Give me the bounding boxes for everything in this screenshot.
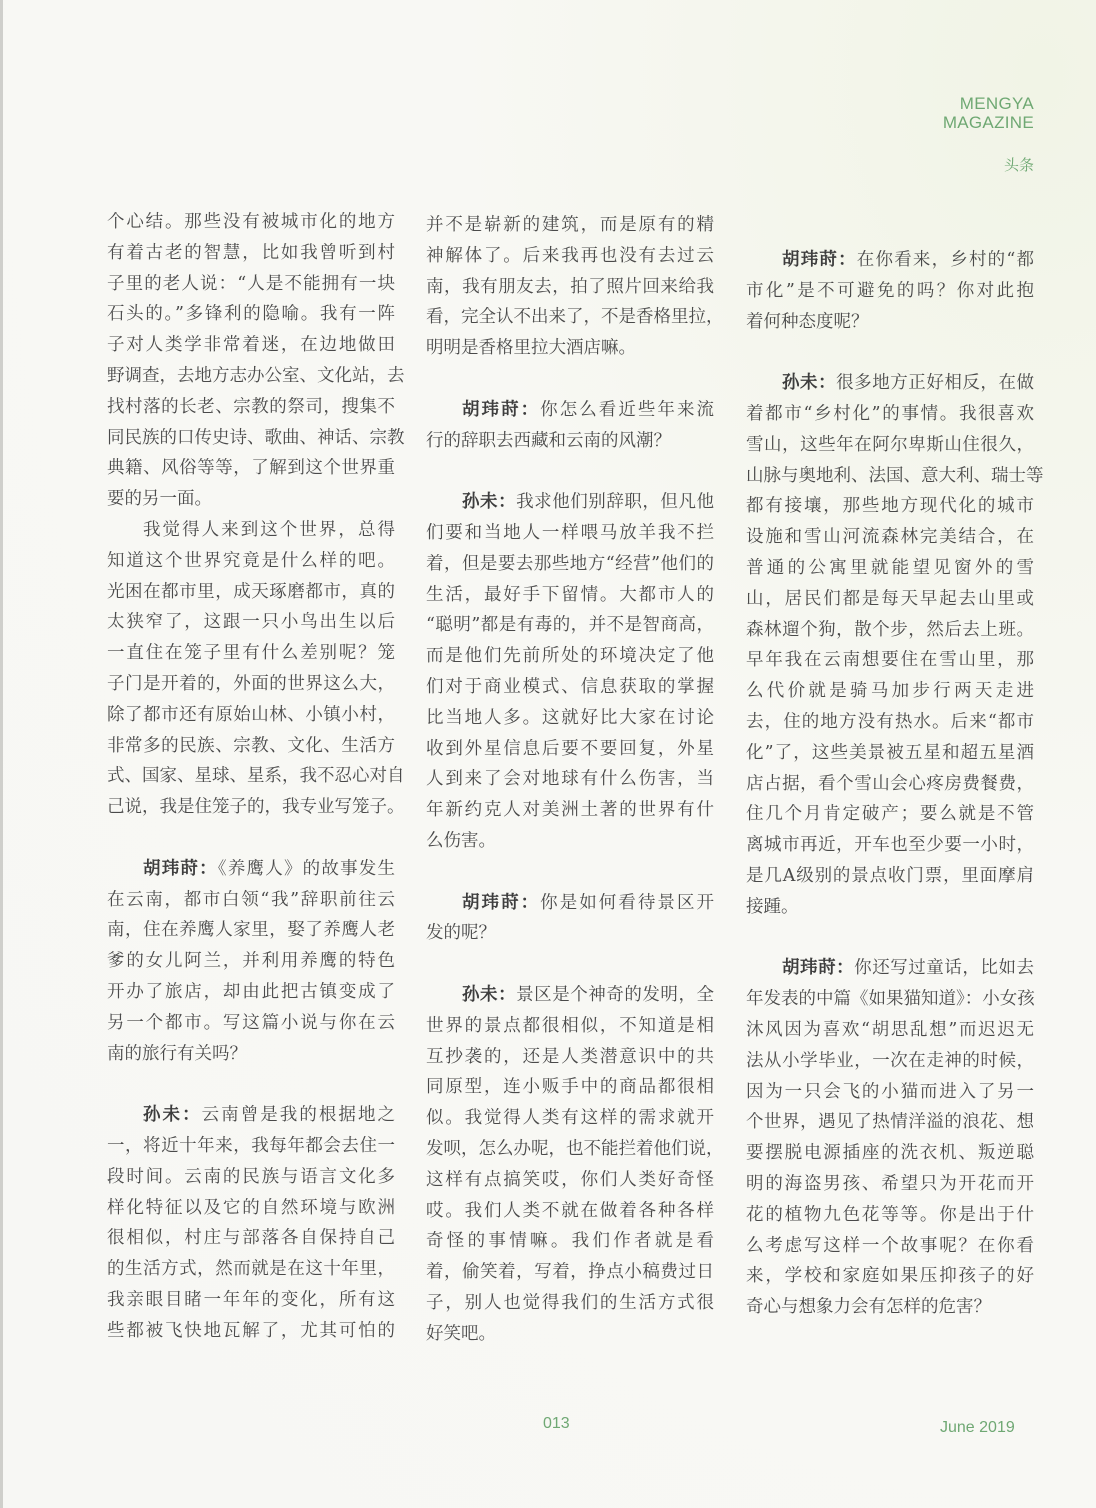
text-line [426, 1319, 714, 1349]
text-line [107, 361, 405, 391]
text-line [746, 491, 1034, 521]
line-text: 收到外星信息后要不要回复，外星 [426, 738, 714, 759]
text-line [426, 734, 714, 764]
line-text: 同原型，连小贩手中的商品都很相 [426, 1077, 714, 1098]
line-text: 早年我在云南想要住在雪山里，那 [746, 650, 1034, 671]
text-line [107, 546, 395, 576]
line-text: 沐风因为喜欢“胡思乱想”而迟迟无 [746, 1020, 1034, 1040]
line-text: 非常多的民族、宗教、文化、生活方 [107, 735, 395, 756]
text-line [107, 946, 395, 976]
text-line [746, 769, 1034, 799]
text-line [107, 484, 395, 514]
line-text: 《养鹰人》的故事发生 [217, 858, 396, 879]
text-line [426, 1257, 714, 1287]
text-line [107, 1039, 395, 1069]
line-text: 知道这个世界究竟是什么样的吧。 [107, 550, 395, 571]
text-line [107, 392, 395, 422]
text-line [746, 984, 1034, 1014]
line-text: 我觉得人来到这个世界，总得 [143, 520, 395, 540]
line-text: 山脉与奥地利、法国、意大利、瑞士等 [746, 465, 1044, 486]
text-line [107, 515, 395, 545]
line-text: 去，住的地方没有热水。后来“都市 [746, 712, 1034, 732]
line-text: 子里的老人说：“人是不能拥有一块 [107, 273, 395, 294]
text-line [746, 830, 1034, 860]
line-text: 世界的景点都很相似，不知道是相 [426, 1015, 714, 1036]
line-text: 似。我觉得人类有这样的需求就开 [426, 1108, 714, 1129]
line-text: 南的旅行有关吗？ [107, 1043, 247, 1064]
line-text: 子门是开着的，外面的世界这么大， [107, 674, 395, 694]
line-text: 比当地人多。这就好比大家在讨论 [426, 707, 714, 728]
line-text: 爹的女儿阿兰，并利用养鹰的特色 [107, 951, 395, 972]
line-text: 市化”是不可避免的吗？你对此抱 [746, 280, 1034, 301]
text-line [107, 731, 395, 761]
line-text: 而是他们先前所处的环境决定了他 [426, 646, 714, 667]
page-number: 013 [543, 1415, 570, 1432]
text-line [426, 580, 714, 610]
text-line [426, 487, 714, 517]
text-line [746, 584, 1034, 614]
text-line [426, 1042, 714, 1072]
text-line [107, 977, 395, 1007]
line-text: 石头的。”多锋利的隐喻。我有一阵 [107, 304, 395, 325]
text-line [746, 1200, 1034, 1230]
text-line [426, 1072, 714, 1102]
text-line [426, 549, 714, 579]
text-line [426, 518, 714, 548]
line-text: 一，将近十年来，我每年都会去住一 [107, 1136, 395, 1156]
line-text: 另一个都市。写这篇小说与你在云 [107, 1012, 395, 1033]
text-line [426, 672, 714, 702]
text-line [746, 522, 1034, 552]
text-line [746, 1077, 1034, 1107]
line-text: 普通的公寓里就能望见窗外的雪 [746, 558, 1034, 578]
text-line [426, 272, 714, 302]
line-text: 明明是香格里拉大酒店嘛。 [426, 338, 636, 359]
line-text: 们对于商业模式、信息获取的掌握 [426, 677, 714, 697]
line-text: 一直住在笼子里有什么差别呢？笼 [107, 643, 395, 664]
line-text: 离城市再近，开车也至少要一小时， [746, 835, 1034, 856]
text-line [107, 792, 405, 822]
line-text: 么代价就是骑马加步行两天走进 [746, 681, 1034, 702]
line-text: 好笑吧。 [426, 1323, 496, 1344]
line-text: 么考虑写这样一个故事呢？在你看 [746, 1235, 1034, 1256]
line-text: 你怎么看近些年来流 [540, 399, 715, 420]
text-line [107, 915, 395, 945]
line-text: 生活，最好手下留情。大都市人的 [426, 584, 714, 605]
line-text: 光困在都市里，成天琢磨都市，真的 [107, 581, 395, 602]
line-text: 接踵。 [746, 896, 799, 917]
speaker-label: 孙未： [782, 373, 837, 394]
line-text: 我求他们别辞职，但凡他 [516, 492, 715, 513]
text-line [107, 607, 395, 637]
line-text: 山，居民们都是每天早起去山里或 [746, 588, 1034, 609]
line-text: 式、国家、星球、星系，我不忍心对自 [107, 766, 405, 787]
text-line [107, 269, 395, 299]
text-line [107, 330, 395, 360]
text-line [746, 1292, 1034, 1322]
line-text: 找村落的长老、宗教的祭司，搜集不 [107, 396, 395, 417]
text-line [746, 399, 1034, 429]
text-line [426, 1288, 714, 1318]
line-text: 互抄袭的，还是人类潜意识中的共 [426, 1046, 714, 1067]
text-line [746, 1015, 1034, 1045]
line-text: 你还写过童话，比如去 [854, 958, 1035, 979]
text-line [426, 395, 714, 425]
line-text: 除了都市还有原始山林、小镇小村， [107, 704, 395, 725]
line-text: 很多地方正好相反，在做 [836, 373, 1035, 394]
line-text: 发的呢？ [426, 923, 496, 944]
speaker-label: 胡玮莳： [143, 858, 218, 879]
text-line [107, 761, 405, 791]
text-line [746, 1046, 1034, 1076]
text-line [426, 1134, 724, 1164]
text-line [107, 700, 395, 730]
line-text: 开办了旅店，却由此把古镇变成了 [107, 982, 395, 1002]
speaker-label: 胡玮莳： [782, 250, 857, 270]
line-text: 样化特征以及它的自然环境与欧洲 [107, 1197, 395, 1218]
line-text: 奇心与想象力会有怎样的危害？ [746, 1297, 991, 1318]
text-line [426, 210, 714, 240]
text-line [107, 1008, 395, 1038]
text-line [107, 238, 395, 268]
line-text: 野调查，去地方志办公室、文化站，去 [107, 366, 405, 386]
line-text: 的生活方式，然而就是在这十年里， [107, 1259, 395, 1280]
text-line [746, 307, 1034, 337]
text-line [107, 207, 395, 237]
speaker-label: 孙未： [143, 1105, 202, 1126]
line-text: 人到来了会对地球有什么伤害，当 [426, 769, 714, 790]
line-text: 我亲眼目睹一年年的变化，所有这 [107, 1290, 395, 1310]
text-line [746, 276, 1034, 306]
line-text: 同民族的口传史诗、歌曲、神话、宗教 [107, 427, 405, 448]
text-line [107, 1254, 395, 1284]
line-text: 都有接壤，那些地方现代化的城市 [746, 496, 1034, 517]
text-line [426, 302, 724, 332]
page-edge [0, 0, 3, 1508]
line-text: 有着古老的智慧，比如我曾听到村 [107, 242, 395, 263]
text-line [426, 980, 714, 1010]
text-line [746, 461, 1044, 491]
text-line [107, 1162, 395, 1192]
text-line [426, 1165, 714, 1195]
speaker-label: 孙未： [462, 492, 517, 513]
line-text: 典籍、风俗等等，了解到这个世界重 [107, 458, 395, 479]
text-line [746, 1138, 1034, 1168]
line-text: 年新约克人对美洲土著的世界有什 [426, 800, 714, 821]
speaker-label: 胡玮莳： [462, 892, 541, 913]
text-line [746, 738, 1034, 768]
line-text: 着，偷笑着，写着，挣点小稿费过日 [426, 1262, 714, 1283]
text-line [107, 1316, 395, 1346]
line-text: 化”了，这些美景被五星和超五星酒 [746, 742, 1034, 763]
line-text: 太狭窄了，这跟一只小鸟出生以后 [107, 612, 395, 633]
text-line [426, 795, 714, 825]
text-line [426, 426, 714, 456]
text-line [746, 553, 1034, 583]
line-text: 云南曾是我的根据地之 [201, 1105, 395, 1126]
text-line [107, 1100, 395, 1130]
line-text: 并不是崭新的建筑，而是原有的精 [426, 215, 714, 235]
line-text: 行的辞职去西藏和云南的风潮？ [426, 430, 671, 451]
line-text: 奇怪的事情嘛。我们作者就是看 [426, 1231, 714, 1252]
text-line [107, 1193, 395, 1223]
line-text: “聪明”都是有毒的，并不是智商高， [426, 615, 714, 636]
section-label: 头条 [1003, 156, 1034, 174]
text-line [746, 430, 1034, 460]
text-line [746, 245, 1034, 275]
line-text: 住几个月肯定破产；要么就是不管 [746, 804, 1034, 825]
text-line [746, 1231, 1034, 1261]
line-text: 是几A级别的景点收门票，里面摩肩 [746, 866, 1034, 886]
text-line [107, 1131, 395, 1161]
speaker-label: 胡玮莳： [462, 399, 541, 420]
text-line [426, 1103, 714, 1133]
line-text: 们要和当地人一样喂马放羊我不拦 [426, 523, 714, 543]
text-line [426, 888, 714, 918]
text-line [426, 1226, 714, 1256]
line-text: 己说，我是住笼子的，我专业写笼子。 [107, 797, 405, 818]
speaker-label: 孙未： [462, 985, 517, 1005]
text-line [746, 861, 1034, 891]
line-text: 段时间。云南的民族与语言文化多 [107, 1166, 395, 1187]
text-line [426, 826, 714, 856]
line-text: 些都被飞快地瓦解了，尤其可怕的 [107, 1320, 395, 1341]
text-line [426, 703, 714, 733]
line-text: 很相似，村庄与部落各自保持自己 [107, 1228, 395, 1249]
line-text: 要摆脱电源插座的洗衣机、叛逆聪 [746, 1143, 1034, 1164]
line-text: 在你看来，乡村的“都 [856, 250, 1035, 270]
line-text: 着都市“乡村化”的事情。我很喜欢 [746, 404, 1034, 424]
line-text: 要的另一面。 [107, 489, 212, 510]
text-line [746, 953, 1034, 983]
line-text: 年发表的中篇《如果猫知道》：小女孩 [746, 989, 1035, 1010]
text-line [107, 577, 395, 607]
line-text: 哎。我们人类不就在做着各种各样 [426, 1200, 714, 1221]
text-line [426, 1196, 714, 1226]
text-line [107, 299, 395, 329]
text-line [746, 707, 1034, 737]
line-text: 景区是个神奇的发明，全 [516, 985, 715, 1005]
line-text: 来，学校和家庭如果压抑孩子的好 [746, 1266, 1034, 1287]
line-text: 子对人类学非常着迷，在边地做田 [107, 335, 395, 356]
text-line [746, 615, 1034, 645]
line-text: 么伤害。 [426, 831, 496, 851]
line-text: 这样有点搞笑哎，你们人类好奇怪 [426, 1169, 714, 1190]
text-line [746, 645, 1034, 675]
line-text: 在云南，都市白领“我”辞职前往云 [107, 889, 395, 910]
text-line [107, 1223, 395, 1253]
line-text: 店占据，看个雪山会心疼房费餐费， [746, 773, 1034, 794]
line-text: 雪山，这些年在阿尔卑斯山住很久， [746, 434, 1034, 455]
text-line [107, 1285, 395, 1315]
text-line [746, 892, 1034, 922]
text-line [426, 333, 714, 363]
text-line [107, 423, 405, 453]
text-line [746, 799, 1034, 829]
line-text: 南，住在养鹰人家里，娶了养鹰人老 [107, 920, 395, 941]
text-line [746, 1107, 1034, 1137]
text-line [426, 641, 714, 671]
line-text: 子，别人也觉得我们的生活方式很 [426, 1293, 714, 1313]
text-line [107, 638, 395, 668]
brand-line-2: MAGAZINE [942, 113, 1034, 132]
line-text: 着何种态度呢？ [746, 311, 869, 332]
text-line [746, 1261, 1034, 1291]
text-line [746, 368, 1034, 398]
line-text: 个心结。那些没有被城市化的地方 [107, 212, 395, 232]
line-text: 花的植物九色花等等。你是出于什 [746, 1204, 1034, 1225]
brand-line-1: MENGYA [959, 94, 1034, 113]
line-text: 个世界，遇见了热情洋溢的浪花、想 [746, 1112, 1034, 1133]
line-text: 森林遛个狗，散个步，然后去上班。 [746, 619, 1034, 640]
issue-date: June 2019 [940, 1419, 1015, 1436]
text-line [746, 1169, 1034, 1199]
text-line [107, 854, 395, 884]
line-text: 法从小学毕业，一次在走神的时候， [746, 1050, 1034, 1071]
line-text: 明的海盗男孩、希望只为开花而开 [746, 1174, 1034, 1194]
text-line [746, 676, 1034, 706]
line-text: 你是如何看待景区开 [540, 892, 715, 913]
text-line [426, 241, 714, 271]
text-line [426, 764, 714, 794]
line-text: 看，完全认不出来了，不是香格里拉， [426, 307, 724, 328]
text-line [426, 610, 714, 640]
text-line [107, 453, 395, 483]
magazine-brand [943, 94, 1034, 132]
speaker-label: 胡玮莳： [782, 958, 855, 979]
text-line [107, 669, 395, 699]
line-text: 发呗，怎么办呢，也不能拦着他们说， [426, 1139, 724, 1159]
line-text: 因为一只会飞的小猫而进入了另一 [746, 1081, 1034, 1102]
text-line [426, 918, 714, 948]
text-line [426, 1011, 714, 1041]
text-line [107, 885, 395, 915]
line-text: 南，我有朋友去，拍了照片回来给我 [426, 276, 714, 297]
line-text: 设施和雪山河流森林完美结合，在 [746, 527, 1034, 548]
line-text: 神解体了。后来我再也没有去过云 [426, 245, 714, 266]
line-text: 着，但是要去那些地方“经营”他们的 [426, 553, 714, 574]
